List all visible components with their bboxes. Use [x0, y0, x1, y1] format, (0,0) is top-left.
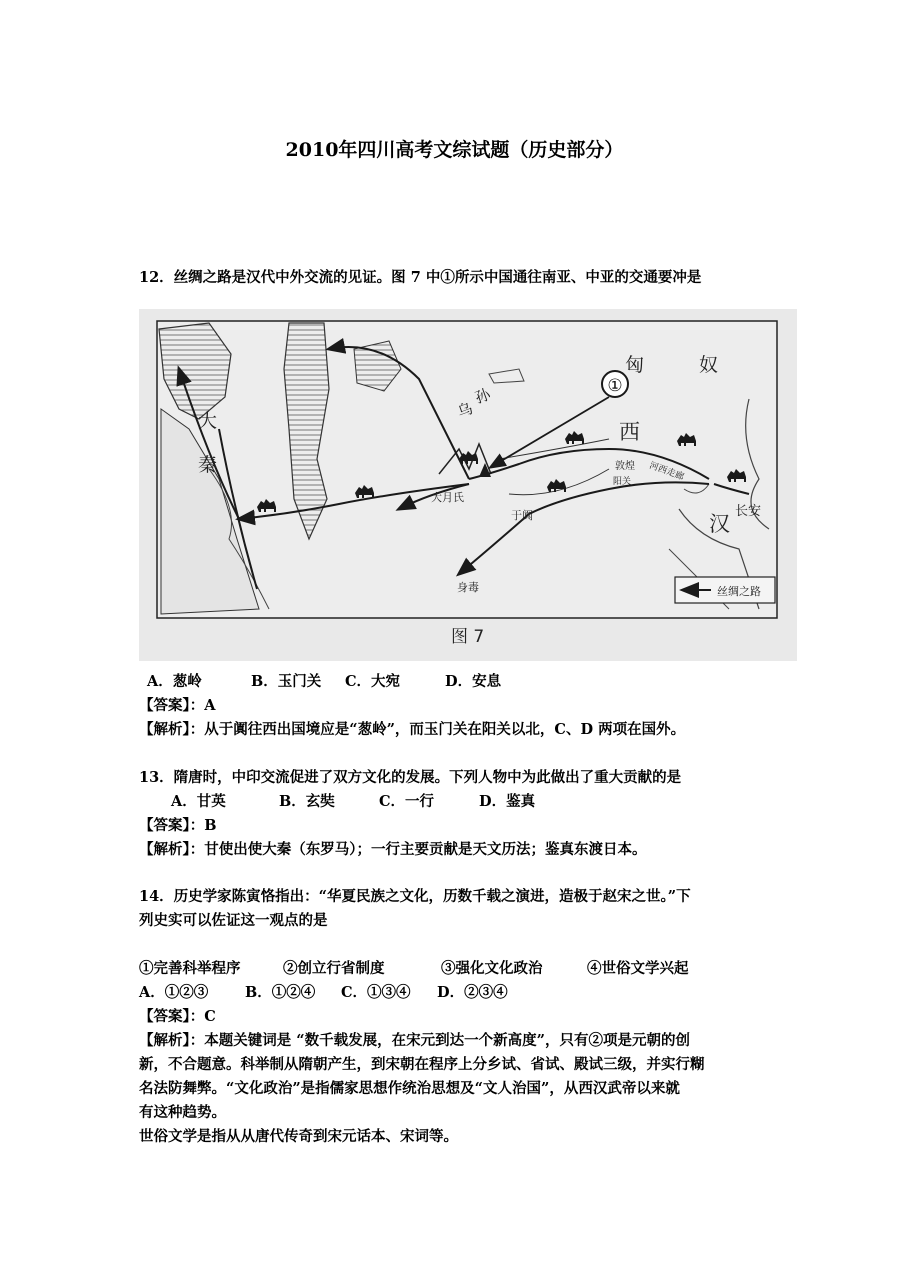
- label-xi: 西: [619, 420, 640, 444]
- q13-option-a: A．甘英: [171, 793, 226, 810]
- q14-option-d: D．②③④: [437, 984, 508, 1001]
- q14-analysis-line: 名法防舞弊。“文化政治”是指儒家思想作统治思想及“文人治国”，从西汉武帝以来就: [139, 1080, 680, 1097]
- q12-option-d: D．安息: [445, 673, 502, 690]
- q13-option-d: D．鉴真: [479, 793, 536, 810]
- q14-answer: 【答案】：C: [139, 1008, 216, 1025]
- silk-road-map: [139, 309, 797, 661]
- q14-stem-line-1: 14．历史学家陈寅恪指出：“华夏民族之文化，历数千载之演进，造极于赵宋之世。”下: [139, 888, 691, 905]
- q12-option-a: A．葱岭: [147, 673, 202, 690]
- label-qin: 秦: [198, 454, 218, 476]
- q14-analysis-line: 有这种趋势。: [139, 1104, 226, 1121]
- q14-stem-line-2: 列史实可以佐证这一观点的是: [139, 912, 328, 929]
- label-changan: 长安: [735, 504, 762, 519]
- label-wusun-2: 孙: [472, 385, 493, 408]
- q12-analysis: 【解析】：从于阗往西出国境应是“葱岭”，而玉门关在阳关以北，C、D 两项在国外。: [139, 721, 686, 738]
- label-han: 汉: [709, 512, 730, 536]
- q14-item-2: ②创立行省制度: [283, 960, 385, 977]
- label-shendu: 身毒: [457, 581, 479, 594]
- q14-analysis-line: 【解析】：本题关键词是 “数千载发展，在宋元到达一个新高度”，只有②项是元朝的创: [139, 1032, 690, 1049]
- label-xiongnu-2: 奴: [699, 354, 719, 376]
- label-yutian: 于阗: [511, 509, 533, 522]
- label-xiongnu-1: 匈: [625, 354, 645, 376]
- legend-label: 丝绸之路: [717, 585, 761, 598]
- label-wusun-1: 乌: [454, 399, 476, 422]
- q14-option-c: C．①③④: [341, 984, 411, 1001]
- q14-items: [139, 957, 689, 978]
- q14-analysis-line: 新，不合题意。科举制从隋朝产生，到宋朝在程序上分乡试、省试、殿试三级，并实行糊: [139, 1056, 705, 1073]
- q14-options: [139, 981, 508, 1002]
- q12-answer: 【答案】：A: [139, 697, 216, 714]
- q13-option-c: C．一行: [379, 793, 435, 810]
- q14-item-4: ④世俗文学兴起: [587, 960, 689, 977]
- q13-options: [171, 790, 535, 811]
- label-da: 大: [198, 410, 218, 432]
- q12-options: [147, 670, 501, 691]
- label-hexi: 河西走廊: [647, 460, 686, 483]
- q12-stem: 12．丝绸之路是汉代中外交流的见证。图 7 中①所示中国通往南亚、中亚的交通要冲是: [139, 269, 702, 286]
- q14-analysis-line: 世俗文学是指从从唐代传奇到宋元话本、宋词等。: [139, 1128, 458, 1145]
- q13-analysis: 【解析】：甘使出使大秦（东罗马）；一行主要贡献是天文历法；鉴真东渡日本。: [139, 841, 647, 858]
- label-yangguan: 阳关: [613, 477, 632, 487]
- page-title: 2010年四川高考文综试题（历史部分）: [285, 139, 624, 161]
- q14-option-a: A．①②③: [139, 984, 209, 1001]
- q13-stem: 13．隋唐时，中印交流促进了双方文化的发展。下列人物中为此做出了重大贡献的是: [139, 769, 682, 786]
- map-caption: 图 7: [451, 627, 485, 647]
- q12-option-b: B．玉门关: [251, 673, 322, 690]
- label-dayuezhi: 大月氏: [431, 491, 464, 504]
- q12-option-c: C．大宛: [345, 673, 401, 690]
- q14-option-b: B．①②④: [245, 984, 316, 1001]
- q13-option-b: B．玄奘: [279, 793, 335, 810]
- q14-item-3: ③强化文化政治: [441, 960, 543, 977]
- label-dunhuang: 敦煌: [615, 461, 635, 472]
- q13-answer: 【答案】：B: [139, 817, 217, 834]
- marker-label: ①: [607, 376, 623, 396]
- q14-item-1: ①完善科举程序: [139, 960, 241, 977]
